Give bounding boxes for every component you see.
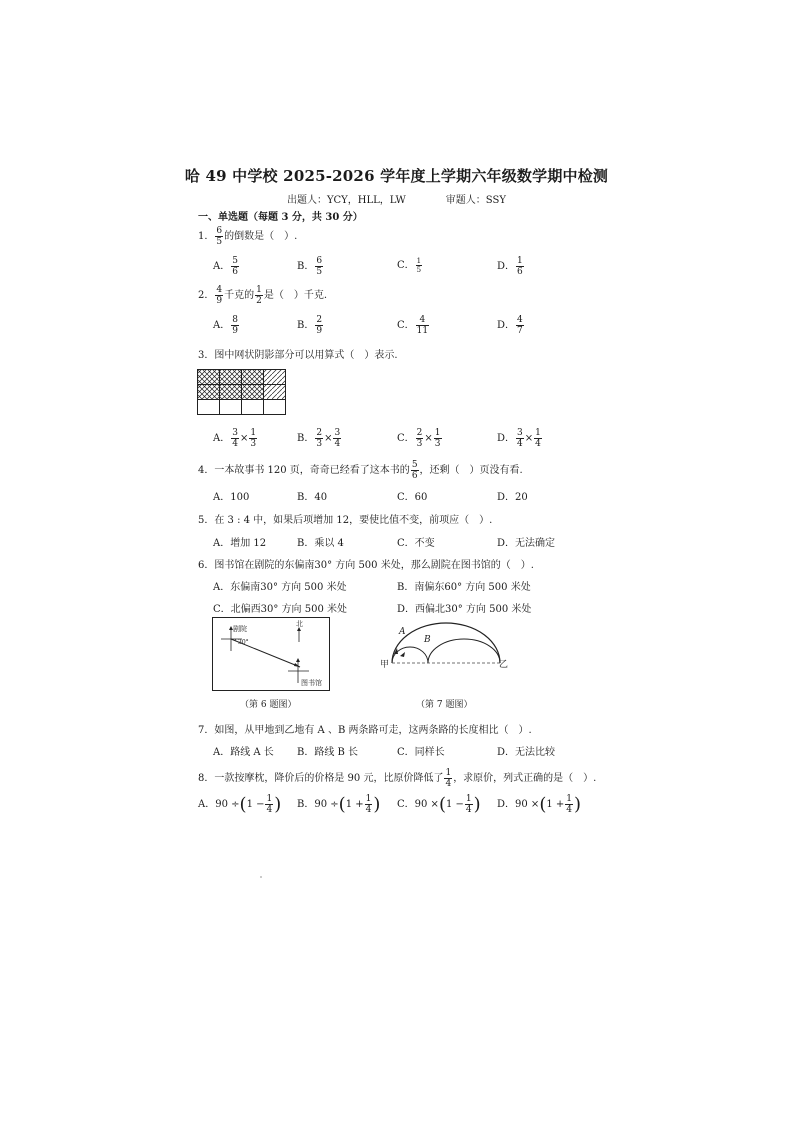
figure-6-direction-map xyxy=(212,617,330,691)
option-c[interactable]: C．北偏西30° 方向 500 米处 xyxy=(213,604,347,615)
author-line xyxy=(0,191,793,206)
scan-speck xyxy=(260,876,262,878)
option-d[interactable]: D．无法确定 xyxy=(497,538,556,549)
option-c[interactable]: C．同样长 xyxy=(397,747,445,758)
option-b[interactable]: B．路线 B 长 xyxy=(297,747,359,758)
figure-6-caption: （第 6 题图） xyxy=(240,700,297,710)
jia-label: 甲 xyxy=(380,660,390,670)
figure-7-caption: （第 7 题图） xyxy=(416,700,473,710)
question-5: 5．在 3 : 4 中，如果后项增加 12，要使比值不变，前项应（ ）. xyxy=(198,515,493,526)
option-c[interactable]: C．90 ×(1 − $\frac{1}{4}$ ) xyxy=(397,794,481,815)
option-b[interactable]: B．乘以 4 xyxy=(297,538,344,549)
question-number: 1． xyxy=(198,231,215,242)
yi-label: 乙 xyxy=(499,660,508,670)
library-label: 图书馆 xyxy=(301,679,322,687)
theater-label: 剧院 xyxy=(233,625,247,633)
reviewer-label: 审题人：SSY xyxy=(445,195,506,206)
question-8: 8．一款按摩枕，降价后的价格是 90 元，比原价降低了 $\frac{1}{4}$ ，求原价，列式正确的是（ ）. xyxy=(198,768,597,789)
north-label: 北 xyxy=(296,620,303,628)
option-c[interactable]: C． $\frac{4}{11}$ xyxy=(397,315,429,336)
question-1 xyxy=(198,226,297,247)
shaded-grid-figure xyxy=(197,369,286,415)
option-b[interactable]: B．40 xyxy=(297,492,328,503)
option-a[interactable]: A．100 xyxy=(213,492,250,503)
option-d[interactable]: D．西偏北30° 方向 500 米处 xyxy=(397,604,532,615)
option-b[interactable]: B． $\frac{2}{9}$ xyxy=(297,315,323,336)
option-b[interactable]: B．90 ÷(1 + $\frac{1}{4}$ ) xyxy=(297,794,381,815)
option-d[interactable]: D． $\frac{3}{4}$ × $\frac{1}{4}$ xyxy=(497,428,541,449)
option-c[interactable]: C．不变 xyxy=(397,538,435,549)
option-c[interactable]: C．60 xyxy=(397,492,428,503)
option-d[interactable]: D． $\frac{1}{6}$ xyxy=(497,256,523,277)
question-2: 2． $\frac{4}{9}$ 千克的 $\frac{1}{2}$ 是（ ）千克. xyxy=(198,285,328,306)
figure-7-routes-diagram xyxy=(378,620,508,682)
option-d[interactable]: D． $\frac{4}{7}$ xyxy=(497,315,523,336)
option-c[interactable]: C． $\frac{2}{3}$ × $\frac{1}{3}$ xyxy=(397,428,441,449)
option-a[interactable]: A． $\frac{3}{4}$ × $\frac{1}{3}$ xyxy=(213,428,257,449)
option-c[interactable]: C． $\frac{1}{5}$ xyxy=(397,257,422,274)
question-3: 3．图中网状阴影部分可以用算式（ ）表示. xyxy=(198,350,398,361)
option-d[interactable]: D．无法比较 xyxy=(497,747,556,758)
angle-label: 30° xyxy=(238,639,249,646)
section-heading: 一、单选题（每题 3 分，共 30 分） xyxy=(198,212,363,223)
option-a[interactable]: A．增加 12 xyxy=(213,538,267,549)
exam-title: 哈 49 中学校 2025-2026 学年度上学期六年级数学期中检测 xyxy=(184,167,609,185)
fraction: $\frac{6}{5}$ xyxy=(216,226,223,247)
option-a[interactable]: A．90 ÷(1 − $\frac{1}{4}$ ) xyxy=(198,794,282,815)
option-a[interactable]: A．东偏南30° 方向 500 米处 xyxy=(213,582,347,593)
route-b-label: B xyxy=(424,635,431,645)
option-a[interactable]: A． $\frac{5}{6}$ xyxy=(213,256,238,277)
option-a[interactable]: A．路线 A 长 xyxy=(213,747,274,758)
route-a-label: A xyxy=(399,627,406,637)
setter-label: 出题人：YCY，HLL，LW xyxy=(287,195,406,206)
question-text: 的倒数是（ ）. xyxy=(224,231,298,242)
option-b[interactable]: B． $\frac{2}{3}$ × $\frac{3}{4}$ xyxy=(297,428,341,449)
question-6: 6．图书馆在剧院的东偏南30° 方向 500 米处，那么剧院在图书馆的（ ）. xyxy=(198,560,534,571)
option-d[interactable]: D．20 xyxy=(497,492,528,503)
option-b[interactable]: B． $\frac{6}{5}$ xyxy=(297,256,323,277)
option-b[interactable]: B．南偏东60° 方向 500 米处 xyxy=(397,582,531,593)
question-4: 4．一本故事书 120 页，奇奇已经看了这本书的 $\frac{5}{6}$ ，还剩（ ）页没有看. xyxy=(198,460,523,481)
question-7: 7．如图，从甲地到乙地有 A 、B 两条路可走，这两条路的长度相比（ ）. xyxy=(198,725,532,736)
option-a[interactable]: A． $\frac{8}{9}$ xyxy=(213,315,238,336)
option-d[interactable]: D．90 ×(1 + $\frac{1}{4}$ ) xyxy=(497,794,582,815)
